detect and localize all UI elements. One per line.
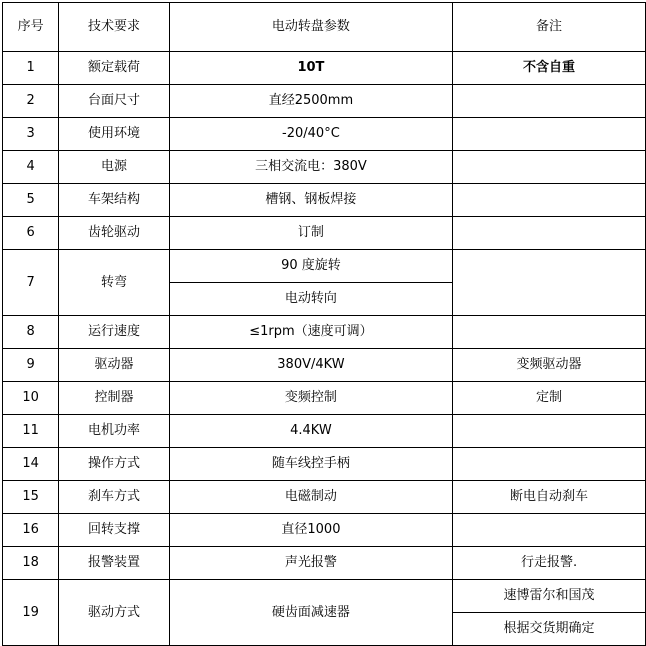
cell-parameter: 380V/4KW: [169, 349, 452, 382]
cell-requirement: 转弯: [59, 250, 170, 316]
cell-requirement: 台面尺寸: [59, 85, 170, 118]
cell-no: 7: [3, 250, 59, 316]
cell-requirement: 驱动器: [59, 349, 170, 382]
cell-requirement: 驱动方式: [59, 580, 170, 646]
table-row: [3, 217, 646, 250]
cell-parameter: 声光报警: [169, 547, 452, 580]
cell-parameter: 直经2500mm: [169, 85, 452, 118]
table-row: [3, 118, 646, 151]
header-cell-parameter: 电动转盘参数: [169, 3, 452, 52]
cell-no: 2: [3, 85, 59, 118]
cell-no: 6: [3, 217, 59, 250]
cell-parameter: 随车线控手柄: [169, 448, 452, 481]
cell-note: [453, 415, 646, 448]
cell-note: [453, 217, 646, 250]
cell-requirement: 操作方式: [59, 448, 170, 481]
cell-parameter: 10T: [169, 52, 452, 85]
cell-note: 不含自重: [453, 52, 646, 85]
cell-note: 定制: [453, 382, 646, 415]
cell-no: 1: [3, 52, 59, 85]
table-row: [3, 547, 646, 580]
cell-note: [453, 448, 646, 481]
header-cell-no: 序号: [3, 3, 59, 52]
cell-requirement: 车架结构: [59, 184, 170, 217]
cell-requirement: 控制器: [59, 382, 170, 415]
table-row: [3, 448, 646, 481]
header-cell-requirement: 技术要求: [59, 3, 170, 52]
table-row: [3, 250, 646, 283]
cell-requirement: 电机功率: [59, 415, 170, 448]
cell-note: 断电自动刹车: [453, 481, 646, 514]
table-row: [3, 349, 646, 382]
cell-no: 11: [3, 415, 59, 448]
table-row: [3, 85, 646, 118]
table-row: [3, 415, 646, 448]
cell-parameter: 硬齿面减速器: [169, 580, 452, 646]
cell-no: 10: [3, 382, 59, 415]
table-row: [3, 52, 646, 85]
cell-note: [453, 151, 646, 184]
cell-parameter: 订制: [169, 217, 452, 250]
cell-parameter: ≤1rpm（速度可调）: [169, 316, 452, 349]
cell-note: 速博雷尔和国茂: [453, 580, 646, 613]
cell-requirement: 电源: [59, 151, 170, 184]
cell-requirement: 齿轮驱动: [59, 217, 170, 250]
cell-parameter: 三相交流电：380V: [169, 151, 452, 184]
cell-requirement: 刹车方式: [59, 481, 170, 514]
cell-no: 4: [3, 151, 59, 184]
cell-no: 15: [3, 481, 59, 514]
cell-requirement: 报警装置: [59, 547, 170, 580]
cell-parameter: 槽钢、钢板焊接: [169, 184, 452, 217]
table-header-row: [3, 3, 646, 52]
cell-parameter: 变频控制: [169, 382, 452, 415]
cell-parameter-secondary: 电动转向: [169, 283, 452, 316]
cell-no: 18: [3, 547, 59, 580]
cell-no: 19: [3, 580, 59, 646]
cell-parameter: 4.4KW: [169, 415, 452, 448]
specification-table: [2, 2, 646, 646]
cell-note: [453, 118, 646, 151]
cell-note: [453, 250, 646, 316]
cell-requirement: 回转支撑: [59, 514, 170, 547]
cell-requirement: 使用环境: [59, 118, 170, 151]
cell-note-secondary: 根据交货期确定: [453, 613, 646, 646]
cell-requirement: 运行速度: [59, 316, 170, 349]
cell-no: 16: [3, 514, 59, 547]
cell-note: [453, 316, 646, 349]
cell-note: 行走报警.: [453, 547, 646, 580]
cell-parameter: 直径1000: [169, 514, 452, 547]
cell-requirement: 额定载荷: [59, 52, 170, 85]
cell-no: 8: [3, 316, 59, 349]
cell-note: 变频驱动器: [453, 349, 646, 382]
table-row: [3, 151, 646, 184]
table-row: [3, 382, 646, 415]
header-cell-note: 备注: [453, 3, 646, 52]
table-row: [3, 481, 646, 514]
cell-parameter: 90 度旋转: [169, 250, 452, 283]
cell-note: [453, 514, 646, 547]
table-row: [3, 514, 646, 547]
table-row: [3, 316, 646, 349]
cell-no: 3: [3, 118, 59, 151]
cell-parameter: -20/40°C: [169, 118, 452, 151]
cell-no: 9: [3, 349, 59, 382]
table-row: [3, 184, 646, 217]
cell-no: 14: [3, 448, 59, 481]
cell-parameter: 电磁制动: [169, 481, 452, 514]
cell-no: 5: [3, 184, 59, 217]
cell-note: [453, 184, 646, 217]
cell-note: [453, 85, 646, 118]
